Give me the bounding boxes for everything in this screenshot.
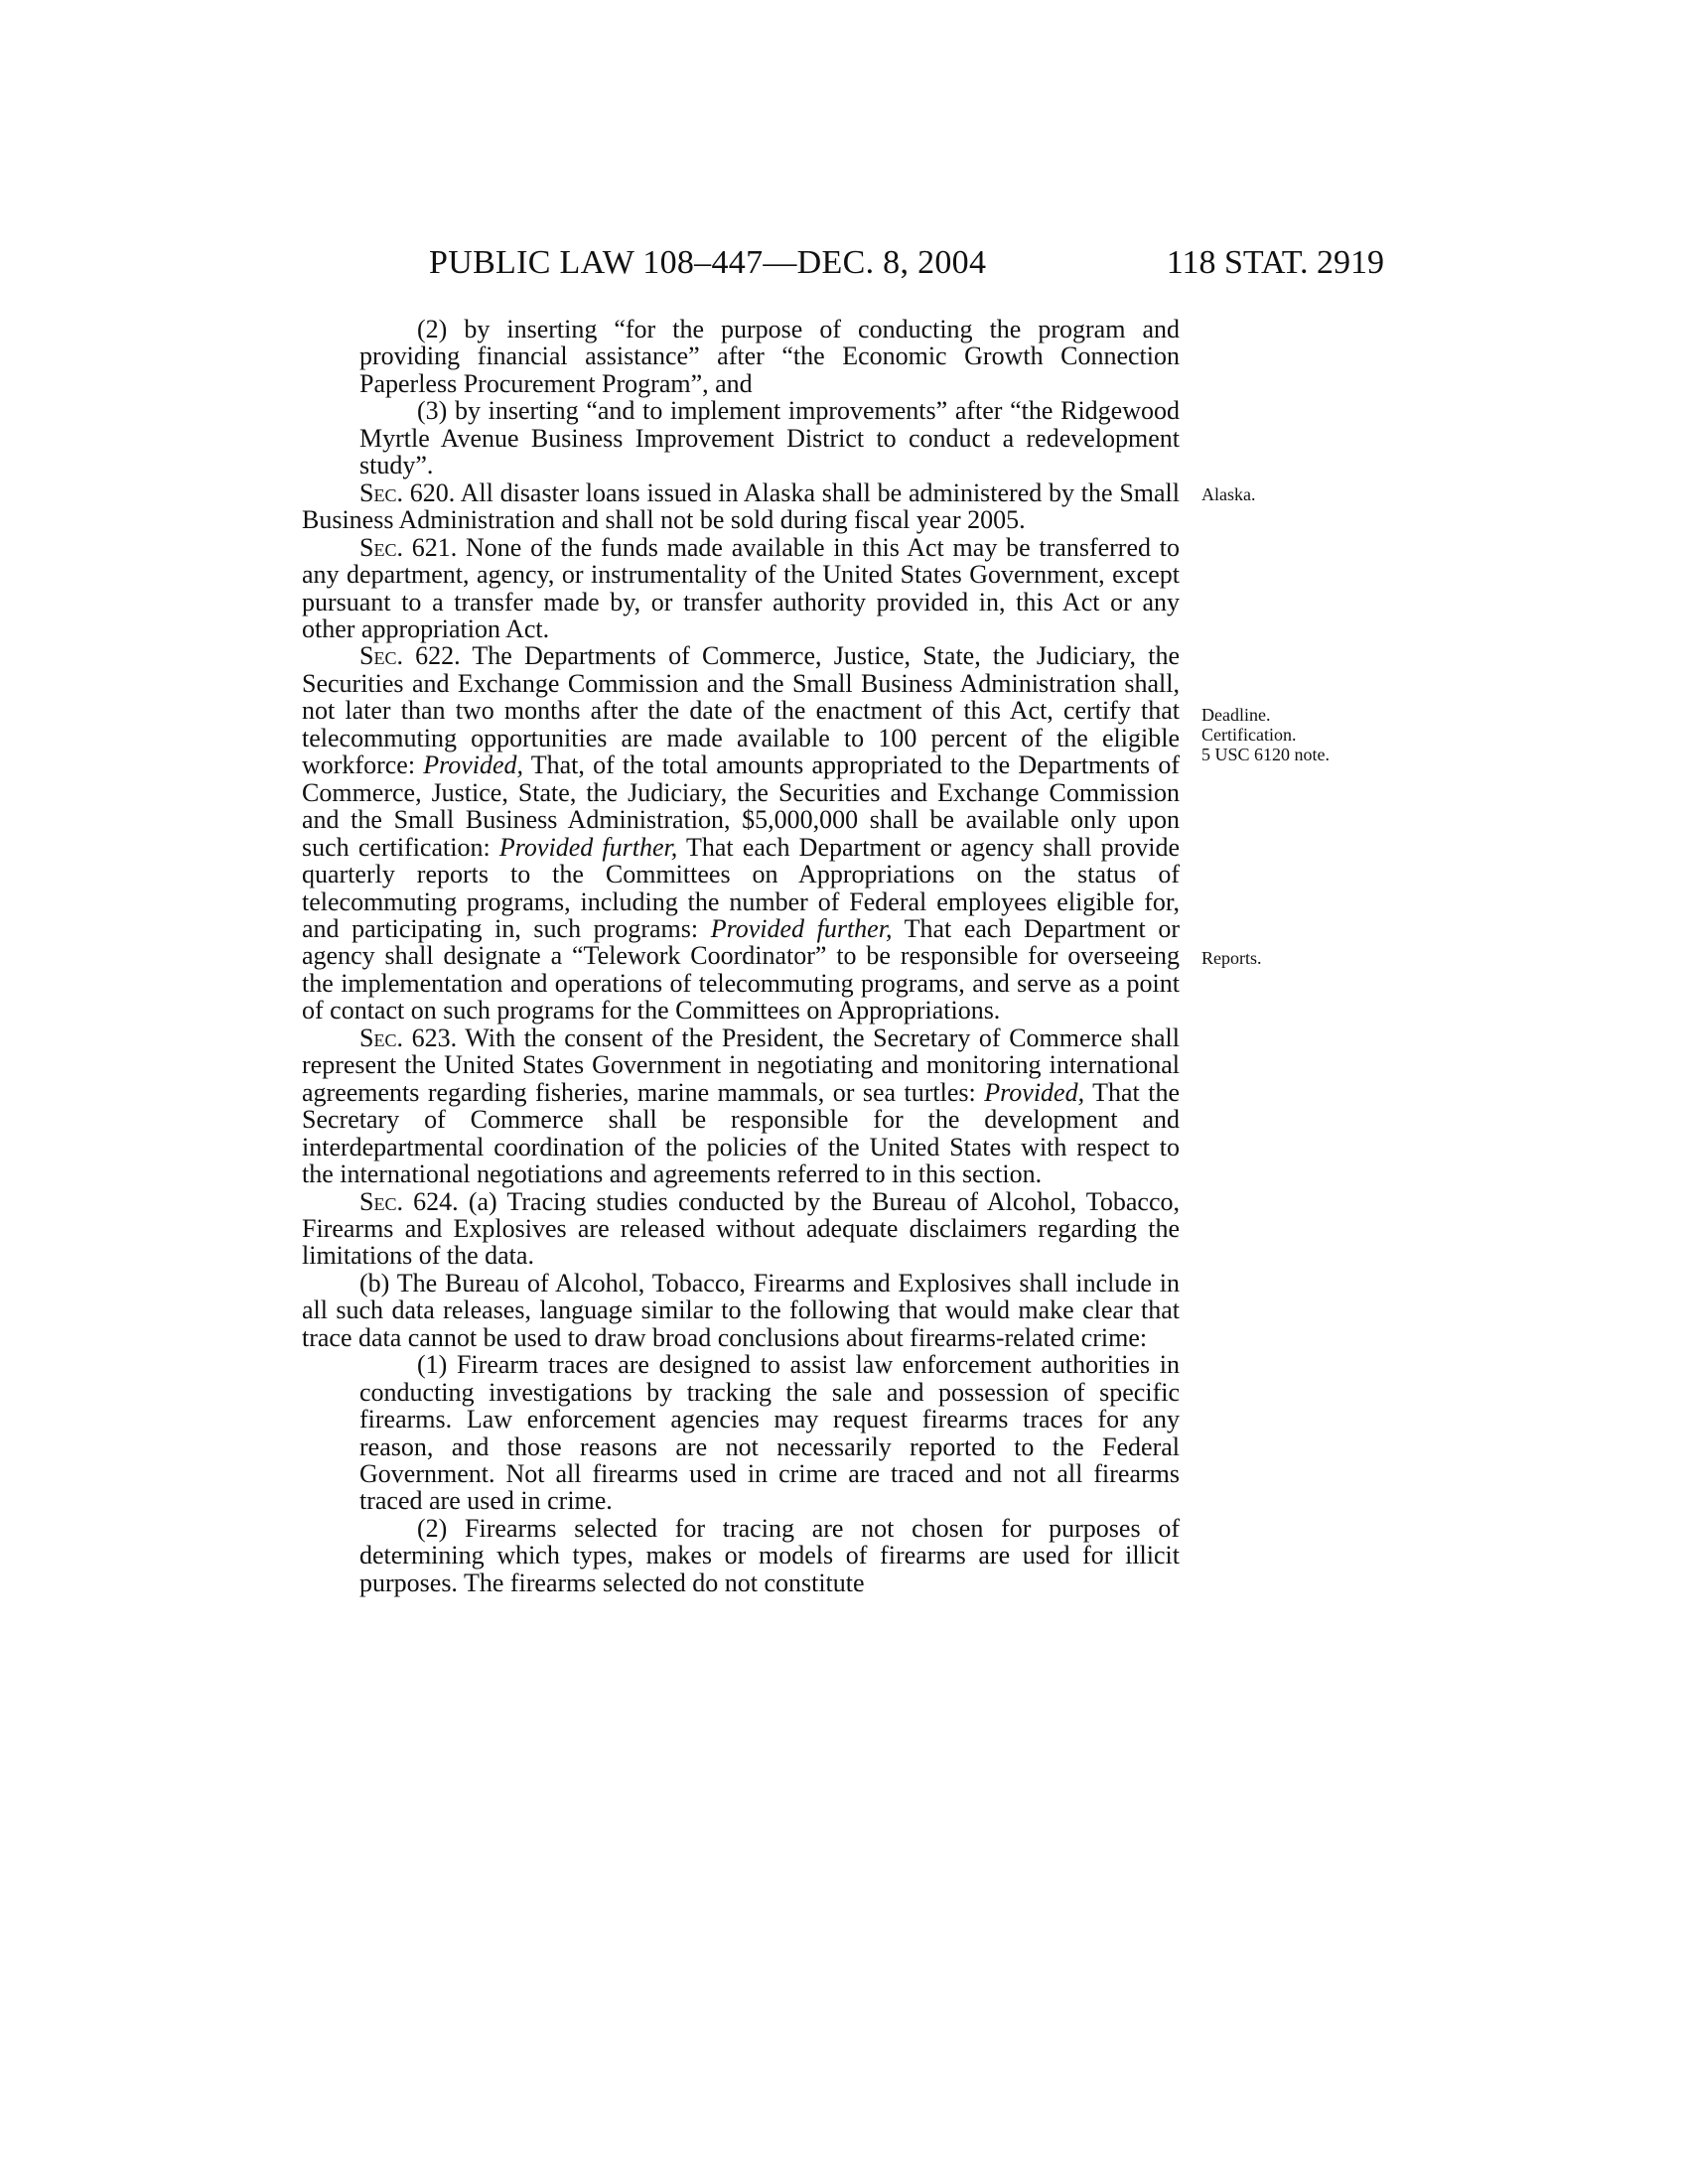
page-header — [302, 244, 1384, 284]
section-622-proviso-3: Provided further, — [710, 913, 893, 943]
section-621-text: None of the funds made available in this Act may be transferred to any department, agency, or instrumentality of the United States Government, except pursuant to a transfer made by, or transfer authority provided in, this Act or any other appropriation Act. — [302, 532, 1180, 643]
running-head-title: PUBLIC LAW 108–447—DEC. 8, 2004 — [429, 244, 987, 281]
section-622-text-2: That, of the total amounts appropriated to the Departments of Commerce, Justice, State, the Judiciary, the Securities and Exchange Commission and the Small Business Administration, $5,000,000 shall be available only upon such certification: — [302, 751, 1180, 862]
section-622-proviso-2: Provided further, — [498, 832, 678, 862]
section-623-text-2: That the Secretary of Commerce shall be responsible for the development and interdepartmental coordination of the policies of the United States with respect to the international negotiations and agreements referred to in this section. — [302, 1077, 1180, 1189]
margin-note-reports — [1201, 948, 1262, 968]
section-623 — [302, 1024, 1180, 1188]
section-620 — [302, 479, 1180, 534]
paragraph-2: (2) by inserting “for the purpose of conducting the program and providing financial assistance” after “the Economic Growth Connection Paperless Procurement Program”, and — [359, 315, 1180, 398]
statute-text — [302, 316, 1180, 1596]
margin-note-alaska-text: Alaska. — [1201, 484, 1256, 504]
section-621-label: Sec. 621. — [359, 532, 458, 562]
paragraph-3: (3) by inserting “and to implement improvements” after “the Ridgewood Myrtle Avenue Business Improvement District to conduct a redevelopment study”. — [359, 396, 1180, 480]
section-622-text-3: That each Department or agency shall provide quarterly reports to the Committees on Appropriations on the status of telecommuting programs, including the number of Federal employees eligible for, and participating in, such programs: — [302, 832, 1181, 943]
statute-page-number: 118 STAT. 2919 — [1166, 244, 1384, 281]
section-622-label: Sec. 622. — [359, 641, 461, 671]
section-624-a — [302, 1188, 1180, 1270]
section-620-text: All disaster loans issued in Alaska shall be administered by the Small Business Administration and shall not be sold during fiscal year 2005. — [302, 478, 1181, 535]
margin-note-deadline-group — [1201, 705, 1330, 764]
section-624-label: Sec. 624. — [359, 1186, 459, 1216]
section-620-label: Sec. 620. — [359, 478, 456, 507]
section-622 — [302, 642, 1180, 1024]
section-624-a-text: (a) Tracing studies conducted by the Bureau of Alcohol, Tobacco, Firearms and Explosives are released without adequate disclaimers regarding the limitations of the data. — [302, 1186, 1180, 1271]
margin-note-deadline: Deadline. — [1201, 705, 1271, 725]
section-624-b: (b) The Bureau of Alcohol, Tobacco, Firearms and Explosives shall include in all such data releases, language similar to the following that would make clear that trace data cannot be used to draw broad conclusions about firearms-related crime: — [302, 1268, 1180, 1352]
section-622-proviso-1: Provided, — [423, 751, 524, 780]
section-621 — [302, 534, 1180, 643]
section-623-proviso: Provided, — [984, 1077, 1085, 1107]
margin-note-alaska — [1201, 484, 1255, 504]
section-624-item-1: (1) Firearm traces are designed to assist law enforcement authorities in conducting investigations by tracking the sale and possession of specific firearms. Law enforcement agencies may request firearms traces for any reason, and those reasons are not necessarily reported to the Federal Government. Not all firearms used in crime are traced and not all firearms traced are used in crime. — [359, 1350, 1180, 1516]
margin-note-reports-text: Reports. — [1201, 948, 1262, 968]
section-622-text-4: That each Department or agency shall designate a “Telework Coordinator” to be responsible for overseeing the implementation and operations of telecommuting programs, and serve as a point of contact on such programs for the Committees on Appropriations. — [302, 913, 1180, 1025]
section-622-text-1: The Departments of Commerce, Justice, State, the Judiciary, the Securities and Exchange Commission and the Small Business Administration shall, not later than two months after the date of the enactment of this Act, certify that telecommuting opportunities are made available to 100 percent of the eligible workforce: — [302, 641, 1180, 780]
section-623-label: Sec. 623. — [359, 1023, 458, 1052]
margin-note-certification: Certification. — [1201, 725, 1297, 745]
section-624-item-2: (2) Firearms selected for tracing are not chosen for purposes of determining which types, makes or models of firearms are used for illicit purposes. The firearms selected do not constitute — [359, 1513, 1180, 1597]
margin-note-usc: 5 USC 6120 note. — [1201, 745, 1331, 764]
section-623-text-1: With the consent of the President, the Secretary of Commerce shall represent the United States Government in negotiating and monitoring international agreements regarding fisheries, marine mammals, or sea turtles: — [302, 1023, 1180, 1107]
